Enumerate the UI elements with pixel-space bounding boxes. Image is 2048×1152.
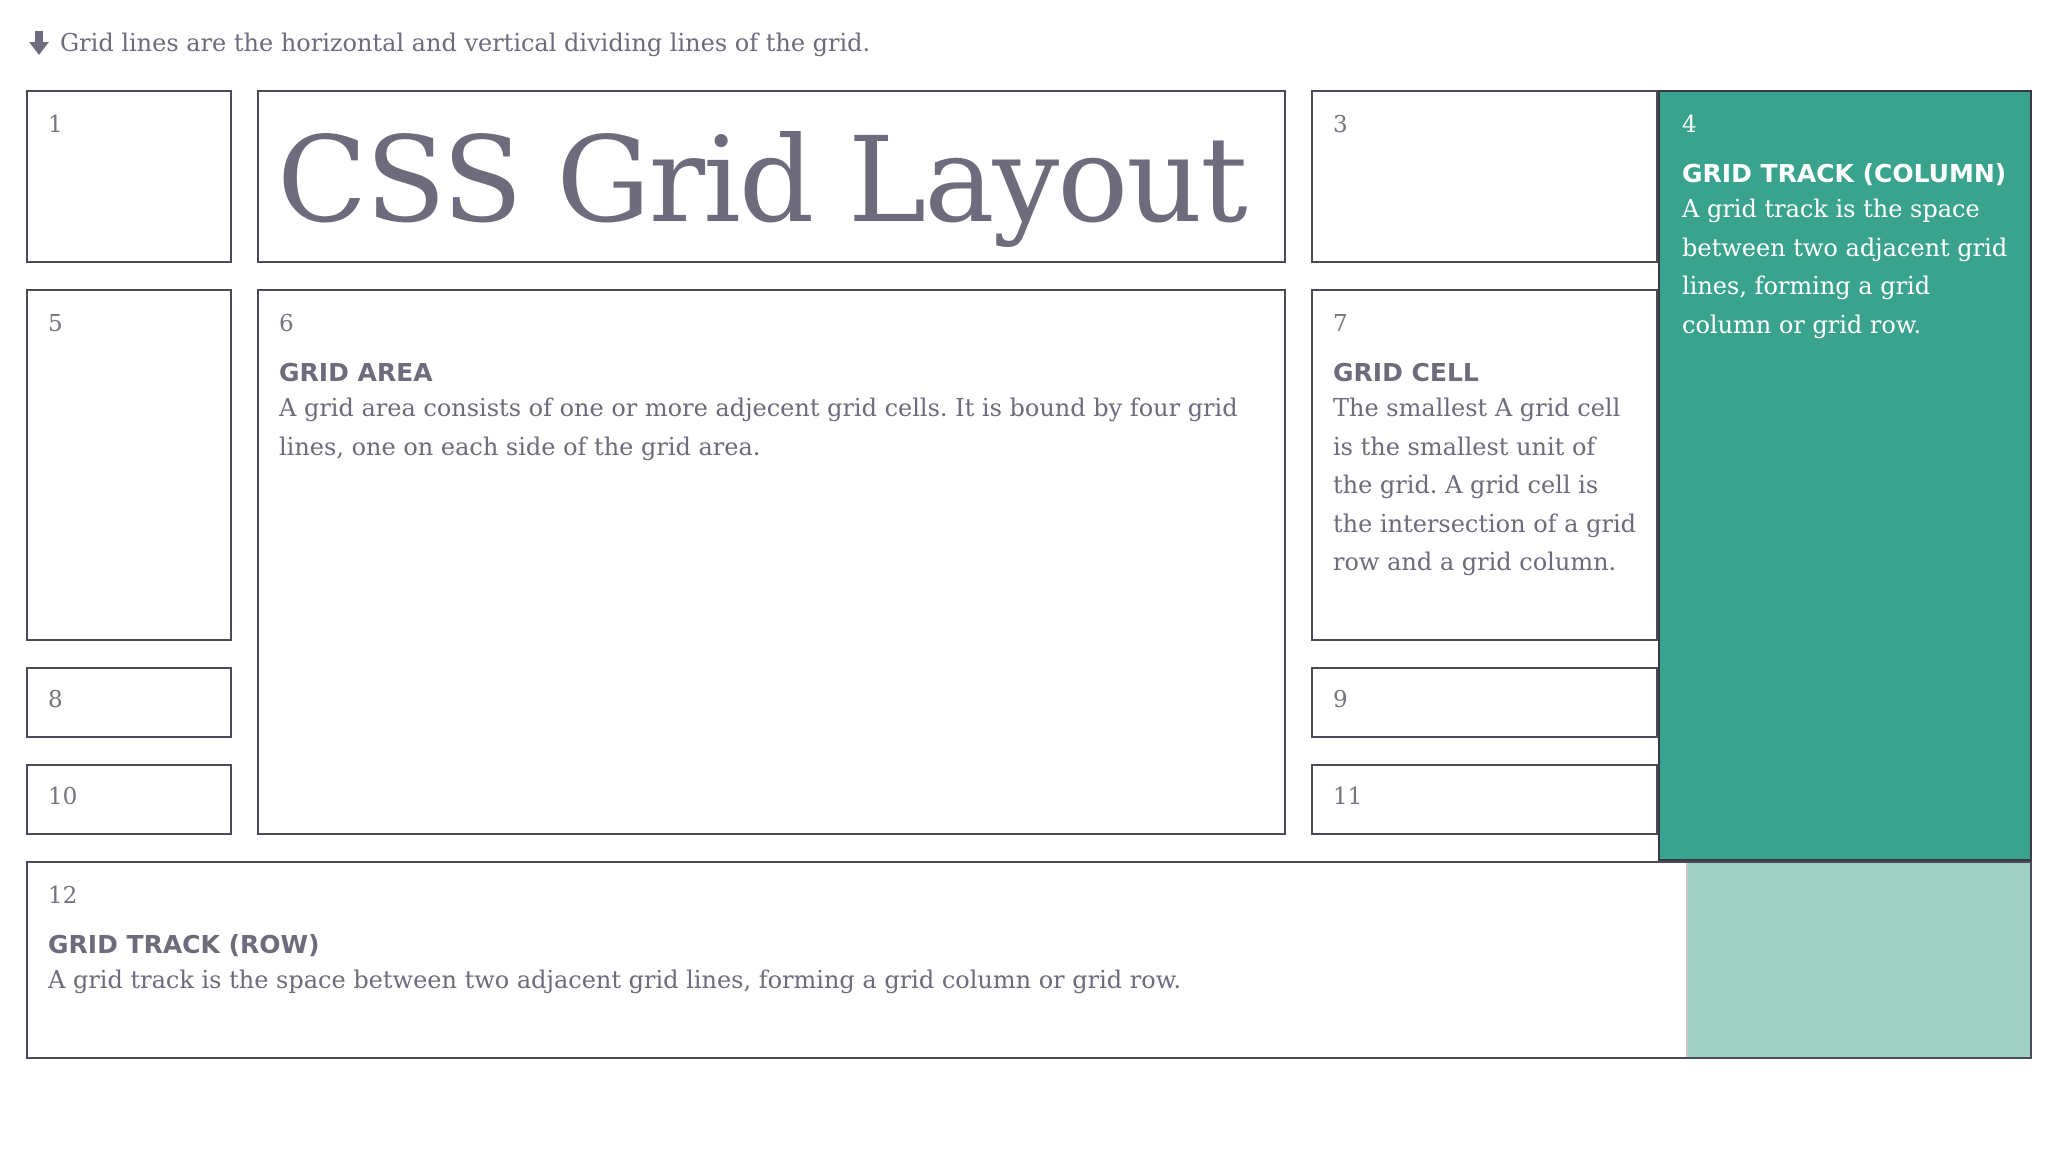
- grid-item-11: [1311, 764, 1658, 835]
- item-heading: GRID TRACK (COLUMN): [1682, 159, 2007, 188]
- item-heading: GRID TRACK (ROW): [48, 930, 320, 959]
- item-number: 1: [48, 112, 63, 138]
- item-number: 9: [1333, 687, 1348, 713]
- css-grid-diagram: [26, 90, 2032, 1058]
- grid-item-1: [26, 90, 232, 263]
- item-number: 7: [1333, 311, 1348, 337]
- grid-item-4-grid-track-column: [1658, 90, 2032, 861]
- page-title: CSS Grid Layout: [277, 110, 1246, 249]
- grid-item-6-grid-area: [257, 289, 1286, 835]
- arrow-down-icon: [28, 30, 50, 56]
- grid-item-9: [1311, 667, 1658, 738]
- grid-item-title: [257, 90, 1286, 263]
- grid-item-10: [26, 764, 232, 835]
- caption-text: Grid lines are the horizontal and vertical dividing lines of the grid.: [60, 29, 871, 57]
- item-number: 10: [48, 784, 78, 810]
- grid-item-7-grid-cell: [1311, 289, 1658, 641]
- item-description: A grid track is the space between two adjacent grid lines, forming a grid column or grid row.: [1682, 195, 2008, 339]
- item-description: A grid track is the space between two adjacent grid lines, forming a grid column or grid row.: [48, 966, 1182, 994]
- item-heading: GRID CELL: [1333, 358, 1479, 387]
- item-number: 5: [48, 311, 63, 337]
- grid-item-8: [26, 667, 232, 738]
- grid-lines-caption: [28, 26, 870, 60]
- item-heading: GRID AREA: [279, 358, 433, 387]
- item-number: 6: [279, 311, 294, 337]
- item-description: A grid area consists of one or more adjecent grid cells. It is bound by four grid lines, one on each side of the grid area.: [279, 394, 1238, 461]
- grid-item-3: [1311, 90, 1658, 263]
- grid-item-5: [26, 289, 232, 641]
- item-number: 8: [48, 687, 63, 713]
- item-number: 4: [1682, 112, 1697, 138]
- grid-item-12-grid-track-row: [26, 861, 2032, 1059]
- item-number: 11: [1333, 784, 1363, 810]
- item-number: 3: [1333, 112, 1348, 138]
- item-number: 12: [48, 883, 78, 909]
- item-description: The smallest A grid cell is the smallest unit of the grid. A grid cell is the intersection of a grid row and a grid column.: [1333, 394, 1636, 576]
